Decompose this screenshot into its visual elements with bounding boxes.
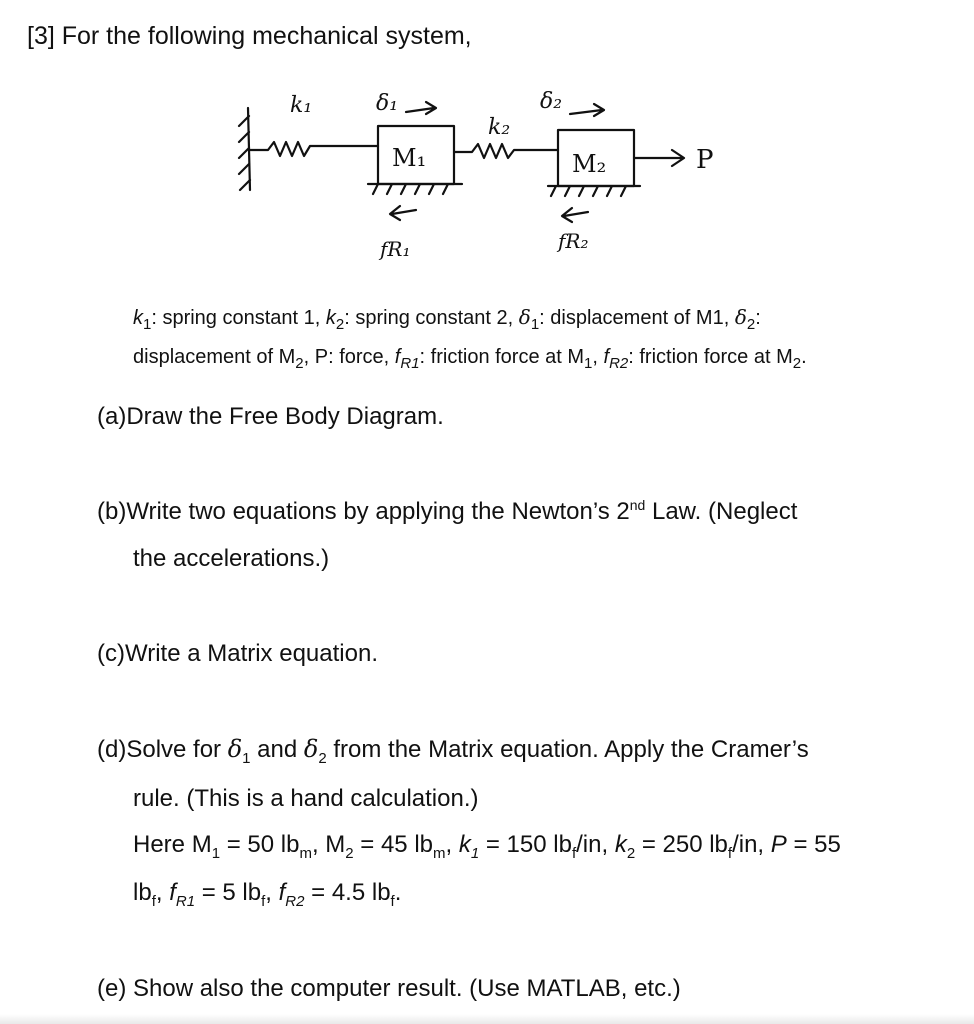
given-values-line-2 — [133, 879, 402, 910]
legend-d1-text: : displacement of M1, — [539, 307, 735, 329]
diagram-label-m2: M₂ — [572, 150, 607, 178]
legend-fr2-m-sub: 2 — [792, 355, 802, 372]
legend-k1-symbol: k — [133, 307, 143, 329]
part-b — [97, 498, 797, 526]
part-a: (a)Draw the Free Body Diagram. — [97, 403, 444, 430]
given-k2-value: = 250 lb — [635, 831, 728, 858]
legend-line2-c: , — [592, 346, 604, 368]
given-fr1-sub: R1 — [175, 892, 196, 910]
part-d — [97, 735, 809, 767]
given-k2-unit: /in, — [732, 831, 771, 858]
part-e: (e) Show also the computer result. (Use MATLAB, etc.) — [97, 975, 681, 1002]
diagram-label-d2: δ₂ — [540, 89, 563, 114]
given-end: . — [394, 879, 402, 906]
legend-d1-sub: 1 — [530, 316, 540, 333]
diagram-label-fr1: fR₁ — [380, 237, 411, 261]
diagram-label-k1: k₁ — [290, 93, 313, 118]
legend-k2-sub: 2 — [335, 316, 345, 333]
legend-fr1-symbol: f — [394, 346, 401, 368]
legend-line2-a-sub: 2 — [295, 355, 304, 372]
given-p-symbol: P — [770, 831, 787, 858]
given-k1-unit-sub: f — [571, 844, 577, 862]
part-d-delta2-sub: 2 — [318, 749, 327, 767]
wall — [239, 108, 250, 190]
mechanical-system-diagram — [230, 80, 750, 280]
part-d-and: and — [250, 736, 304, 763]
given-values-line-1 — [133, 831, 841, 862]
bottom-shade — [0, 1014, 974, 1024]
given-fr1-symbol: f — [169, 879, 176, 906]
given-sep-1: , — [155, 879, 170, 906]
given-k2-sub: 2 — [626, 844, 636, 862]
legend-d1-symbol: δ — [518, 305, 531, 329]
part-d-delta2: δ — [303, 735, 319, 763]
legend-line2-b: , P: force, — [303, 346, 395, 368]
part-c: (c)Write a Matrix equation. — [97, 640, 378, 667]
diagram-label-p: P — [696, 145, 714, 175]
given-fr2-unit-sub: f — [390, 892, 395, 910]
displacement-arrow-d1 — [406, 102, 436, 114]
legend-line2-end: . — [801, 346, 807, 368]
legend-d2-text: : — [755, 307, 761, 329]
legend-fr2-symbol: f — [603, 346, 610, 368]
legend-line-2 — [133, 346, 807, 372]
friction-arrow-fr2 — [562, 208, 588, 222]
legend-k1-sub: 1 — [143, 316, 152, 333]
part-b-text-2: Law. (Neglect — [645, 498, 798, 525]
legend-fr2-sub: R2 — [609, 355, 629, 372]
part-d-text-2: from the Matrix equation. Apply the Cramer’s — [326, 736, 809, 763]
legend-d2-symbol: δ — [734, 305, 747, 329]
part-b-superscript: nd — [629, 497, 646, 513]
given-fr1-value: = 5 lb — [195, 879, 262, 906]
given-m1-value: = 50 lb — [220, 831, 300, 858]
given-fr2-value: = 4.5 lb — [304, 879, 391, 906]
ground-m1 — [368, 184, 462, 194]
given-p-unit: lb — [133, 879, 152, 906]
part-b-text-1: (b)Write two equations by applying the Newton’s 2 — [97, 498, 630, 525]
diagram-label-d1: δ₁ — [376, 91, 399, 116]
legend-k2-symbol: k — [325, 307, 336, 329]
given-m2-unit-sub: m — [433, 844, 446, 862]
spring-k2 — [454, 144, 558, 158]
legend-fr1-text: : friction force at M — [419, 346, 585, 368]
diagram-label-m1: M₁ — [392, 144, 427, 172]
part-d-delta1-sub: 1 — [242, 749, 251, 767]
given-m2-prefix: , M — [311, 831, 346, 858]
diagram-label-k2: k₂ — [488, 115, 511, 140]
given-k1-symbol: k — [458, 831, 471, 858]
part-d-continued: rule. (This is a hand calculation.) — [133, 785, 479, 812]
given-fr1-unit-sub: f — [261, 892, 266, 910]
legend-line-1 — [133, 305, 761, 333]
legend-k2-text: : spring constant 2, — [344, 307, 519, 329]
legend-fr1-sub: R1 — [400, 355, 420, 372]
given-m1-sub: 1 — [211, 844, 221, 862]
legend-k1-text: : spring constant 1, — [151, 307, 326, 329]
diagram-label-fr2: fR₂ — [558, 229, 589, 253]
legend-fr2-text: : friction force at M — [628, 346, 793, 368]
legend-line2-a: displacement of M — [133, 346, 296, 368]
given-k2-unit-sub: f — [727, 844, 733, 862]
legend-fr1-m-sub: 1 — [584, 355, 593, 372]
part-d-delta1: δ — [227, 735, 243, 763]
part-d-text-1: (d)Solve for — [97, 736, 228, 763]
given-m2-sub: 2 — [345, 844, 354, 862]
given-m1-unit-sub: m — [299, 844, 312, 862]
displacement-arrow-d2 — [570, 104, 604, 116]
given-fr2-sub: R2 — [285, 892, 305, 910]
legend-d2-sub: 2 — [746, 316, 756, 333]
given-p-unit-sub: f — [151, 892, 156, 910]
force-arrow-p — [634, 150, 684, 166]
given-k1-prefix: , — [445, 831, 459, 858]
spring-k1 — [250, 142, 378, 156]
given-sep-2: , — [265, 879, 279, 906]
given-m2-value: = 45 lb — [353, 831, 434, 858]
given-k1-value: = 150 lb — [479, 831, 572, 858]
ground-m2 — [548, 186, 640, 196]
given-k1-sub: 1 — [470, 844, 480, 862]
given-fr2-symbol: f — [278, 879, 286, 906]
part-b-continued: the accelerations.) — [133, 545, 330, 572]
given-p-value: = 55 — [786, 831, 841, 858]
friction-arrow-fr1 — [390, 206, 416, 220]
given-k1-unit: /in, — [576, 831, 615, 858]
given-k2-symbol: k — [614, 831, 627, 858]
given-here: Here M — [133, 831, 212, 858]
problem-title: [3] For the following mechanical system, — [27, 22, 472, 50]
